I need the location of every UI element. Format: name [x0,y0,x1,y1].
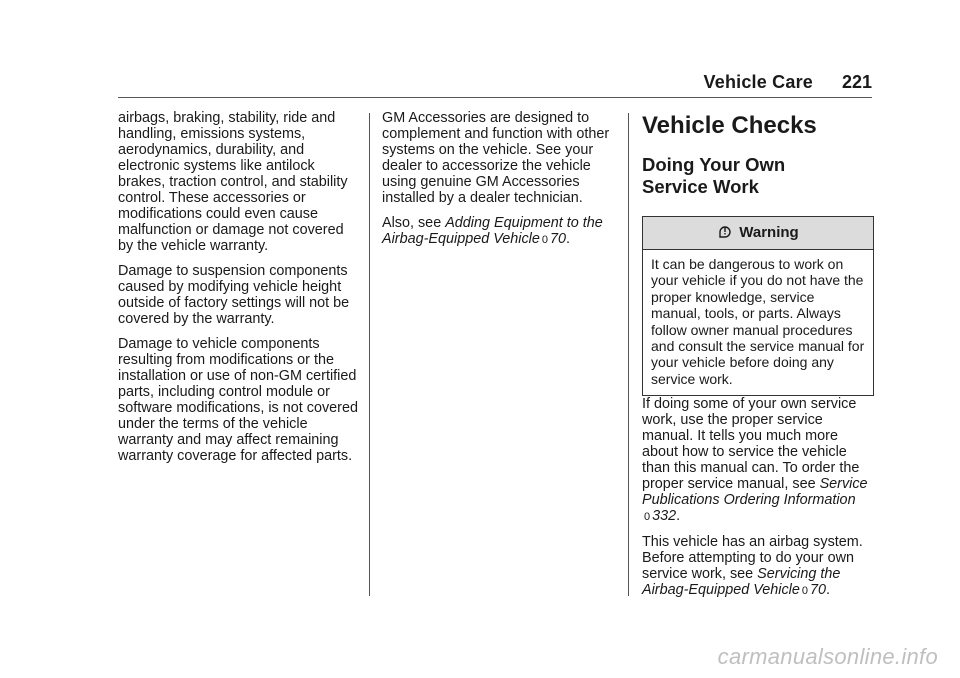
paragraph [642,396,874,525]
cross-reference-link[interactable]: Servicing the Airbag-Equipped Vehicle [642,566,841,599]
paragraph: GM Accessories are designed to complement and function with other systems on the vehicle. See your dealer to accessorize the vehicle using genuine GM Accessories installed by a dealer technician. [382,110,610,206]
cross-reference-link[interactable]: Adding Equipment to the Airbag-Equipped Vehicle [382,215,603,247]
page-ref[interactable]: 70 [550,231,567,247]
column-3 [642,112,874,608]
paragraph [642,534,874,599]
header-divider [118,97,872,98]
warning-box [642,216,874,396]
section-heading: Vehicle Checks [642,112,817,139]
warning-title: Warning [739,224,799,241]
heading-line: Service Work [642,176,759,197]
column-divider-left [369,113,370,596]
paragraph: Damage to suspension components caused by modifying vehicle height outside of factory settings will not be covered by the warranty. [118,263,350,327]
text: If doing some of your own service work, use the proper service manual. It tells you much more about how to service the vehicle than this manual can. To order the proper service manual, see [642,396,860,493]
warning-icon [717,223,733,243]
paragraph [382,215,612,248]
paragraph: airbags, braking, stability, ride and handling, emissions systems, aerodynamics, durability, and electronic systems like antilock brakes, traction control, and stability control. These accessories or modifications could even cause malfunction or damage not covered by the vehicle warranty. [118,110,348,254]
warning-body: It can be dangerous to work on your vehicle if you do not have the proper knowledge, service manual, tools, or parts. Always follow owner manual procedures and consult the service manual for your vehicle before doing any service work. [651,256,865,387]
text: . [676,508,681,525]
text: Also, see [382,215,446,231]
page-ref-arrow: 0 [644,511,651,524]
page-ref[interactable]: 332 [652,508,677,525]
warning-header [643,217,873,250]
text: . [566,231,571,247]
text: . [826,582,831,599]
heading-line: Doing Your Own [642,154,786,175]
page-number: 221 [841,72,872,92]
page-ref[interactable]: 70 [810,582,827,599]
column-2 [382,110,612,257]
text: This vehicle has an airbag system. Before attempting to do your own service work, see [642,534,863,583]
page-ref-arrow: 0 [541,234,548,246]
subsection-heading [642,154,874,198]
column-1 [118,110,358,473]
watermark: carmanualsonline.info [717,644,938,669]
page-ref-arrow: 0 [801,585,808,598]
cross-reference-link[interactable]: Service Publications Ordering Information [642,476,868,509]
column-divider-right [628,113,629,596]
page-header-title: Vehicle Care [703,72,813,92]
paragraph: Damage to vehicle components resulting from modifications or the installation or use of non-GM certified parts, including control module or software modifications, is not covered under the terms of the vehicle warranty and may affect remaining warranty coverage for affected parts. [118,336,358,464]
